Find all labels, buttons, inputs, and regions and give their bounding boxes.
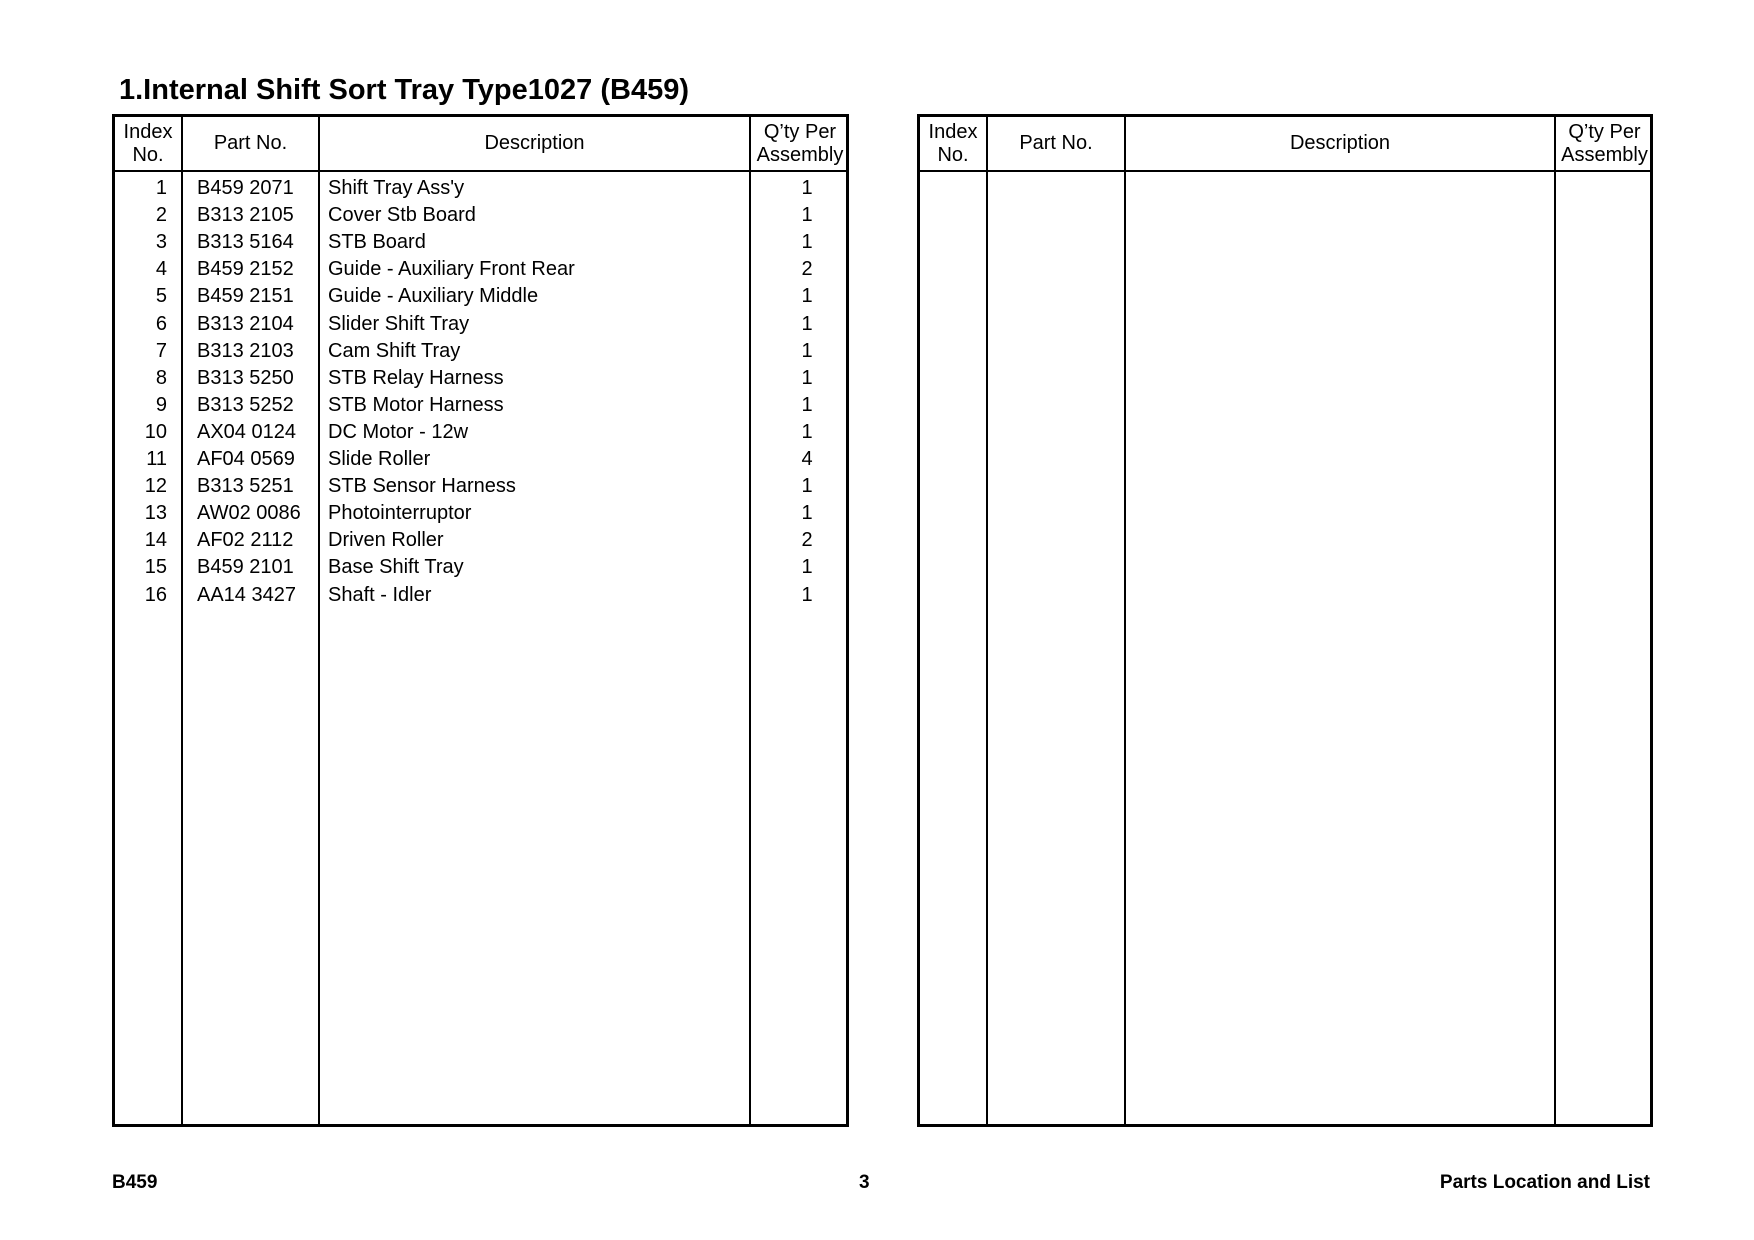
quantity-cell: 1 xyxy=(801,231,813,254)
parts-table-right xyxy=(917,114,1653,1127)
index-cell: 11 xyxy=(146,448,167,470)
index-cell: 1 xyxy=(155,177,167,199)
quantity-cell: 1 xyxy=(801,204,813,227)
footer-model: B459 xyxy=(112,1172,158,1193)
quantity-cell: 1 xyxy=(801,393,813,416)
table-row xyxy=(115,283,846,310)
part-number-cell: B313 5251 xyxy=(197,475,294,498)
quantity-cell: 1 xyxy=(801,556,813,579)
index-cell: 4 xyxy=(155,258,167,281)
quantity-cell: 2 xyxy=(801,529,813,552)
index-cell: 14 xyxy=(144,529,167,552)
description-cell: Base Shift Tray xyxy=(328,556,464,579)
quantity-cell: 1 xyxy=(801,583,813,606)
part-number-cell: AA14 3427 xyxy=(197,583,296,606)
header-index: Index No. xyxy=(928,120,978,166)
quantity-cell: 2 xyxy=(801,258,813,281)
part-number-cell: B459 2151 xyxy=(197,285,294,308)
index-cell: 12 xyxy=(144,475,167,498)
table-row xyxy=(115,419,846,446)
part-number-cell: B313 2105 xyxy=(197,204,294,227)
quantity-cell: 1 xyxy=(801,475,813,498)
header-description: Description xyxy=(1289,132,1391,154)
table-row xyxy=(115,473,846,500)
index-cell: 8 xyxy=(155,366,167,389)
description-cell: Slide Roller xyxy=(328,448,431,470)
description-cell: STB Board xyxy=(328,231,426,254)
quantity-cell: 1 xyxy=(801,285,813,308)
index-cell: 16 xyxy=(144,583,167,606)
header-divider xyxy=(115,170,846,172)
description-cell: Cam Shift Tray xyxy=(328,339,461,362)
quantity-cell: 1 xyxy=(801,502,813,525)
column-divider xyxy=(986,117,988,1124)
index-cell: 7 xyxy=(155,339,167,362)
header-qty: Q’ty Per Assembly xyxy=(1561,120,1648,166)
index-cell: 13 xyxy=(144,502,167,525)
index-cell: 10 xyxy=(144,420,167,443)
part-number-cell: B313 5250 xyxy=(197,366,294,389)
part-number-cell: B313 5164 xyxy=(197,231,294,254)
description-cell: Shaft - Idler xyxy=(328,583,432,606)
table-row xyxy=(115,338,846,365)
description-cell: DC Motor - 12w xyxy=(328,420,469,443)
quantity-cell: 1 xyxy=(801,339,813,362)
table-row xyxy=(115,527,846,554)
description-cell: Guide - Auxiliary Front Rear xyxy=(328,258,575,281)
index-cell: 2 xyxy=(155,204,167,227)
index-cell: 5 xyxy=(155,285,167,308)
index-cell: 9 xyxy=(155,393,167,416)
part-number-cell: B313 2103 xyxy=(197,339,294,362)
parts-table-left xyxy=(112,114,849,1127)
part-number-cell: AX04 0124 xyxy=(197,420,296,443)
quantity-cell: 1 xyxy=(801,312,813,335)
description-cell: STB Relay Harness xyxy=(328,366,504,389)
table-row xyxy=(115,229,846,256)
description-cell: Shift Tray Ass'y xyxy=(328,177,465,199)
header-qty: Q’ty Per Assembly xyxy=(756,120,844,166)
header-part-no: Part No. xyxy=(213,132,288,154)
part-number-cell: AF02 2112 xyxy=(197,529,294,552)
description-cell: STB Motor Harness xyxy=(328,393,504,416)
header-divider xyxy=(920,170,1650,172)
quantity-cell: 1 xyxy=(801,177,813,199)
table-row xyxy=(115,175,846,202)
table-row xyxy=(115,500,846,527)
part-number-cell: B459 2101 xyxy=(197,556,294,579)
table-row xyxy=(115,256,846,283)
description-cell: Guide - Auxiliary Middle xyxy=(328,285,539,308)
table-row xyxy=(115,582,846,609)
description-cell: Photointerruptor xyxy=(328,502,472,525)
footer-section: Parts Location and List xyxy=(1439,1172,1650,1193)
index-cell: 15 xyxy=(144,556,167,579)
quantity-cell: 4 xyxy=(801,448,813,470)
header-description: Description xyxy=(484,132,585,154)
index-cell: 3 xyxy=(155,231,167,254)
table-row xyxy=(115,446,846,473)
column-divider xyxy=(1124,117,1126,1124)
index-cell: 6 xyxy=(155,312,167,335)
page-title: 1.Internal Shift Sort Tray Type1027 (B459) xyxy=(119,74,689,106)
table-row xyxy=(115,202,846,229)
part-number-cell: AW02 0086 xyxy=(197,502,301,525)
header-part-no: Part No. xyxy=(1019,132,1093,154)
part-number-cell: AF04 0569 xyxy=(197,448,295,470)
column-divider xyxy=(1554,117,1556,1124)
description-cell: Slider Shift Tray xyxy=(328,312,470,335)
quantity-cell: 1 xyxy=(801,366,813,389)
part-number-cell: B459 2071 xyxy=(197,177,294,199)
table-row xyxy=(115,392,846,419)
description-cell: Cover Stb Board xyxy=(328,204,476,227)
table-row xyxy=(115,311,846,338)
footer-page-number: 3 xyxy=(859,1172,870,1193)
description-cell: STB Sensor Harness xyxy=(328,475,516,498)
table-row xyxy=(115,554,846,581)
header-index: Index No. xyxy=(123,120,173,166)
part-number-cell: B313 2104 xyxy=(197,312,294,335)
table-row xyxy=(115,365,846,392)
description-cell: Driven Roller xyxy=(328,529,444,552)
part-number-cell: B459 2152 xyxy=(197,258,294,281)
part-number-cell: B313 5252 xyxy=(197,393,294,416)
quantity-cell: 1 xyxy=(801,420,813,443)
